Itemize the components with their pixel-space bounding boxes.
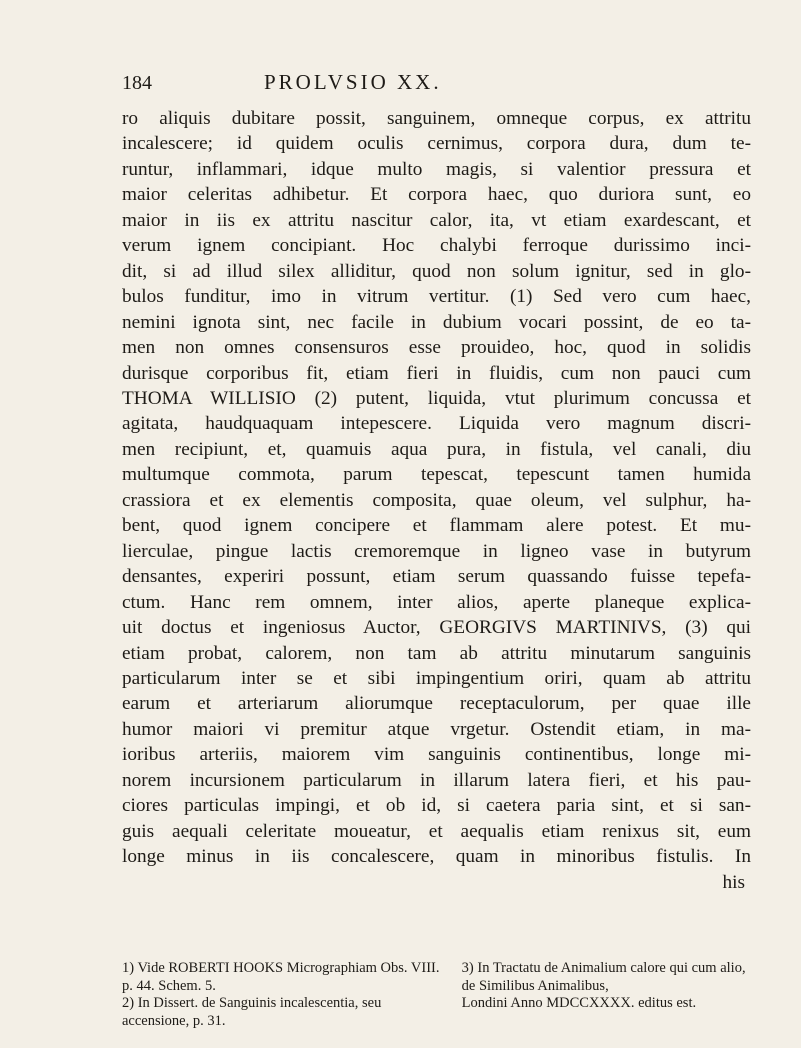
text-line: longe minus in iis concalescere, quam in minoribus fistulis. In	[122, 846, 751, 868]
text-line: maior in iis ex attritu nascitur calor, ita, vt etiam exardescant, et	[122, 209, 751, 231]
page-number: 184	[122, 72, 152, 94]
footnotes	[122, 960, 751, 1030]
footnote: 3) In Tractatu de Animalium calore qui cum alio, de Similibus Animalibus,	[461, 960, 746, 994]
text-line: earum et arteriarum aliorumque receptaculorum, per quae ille	[122, 693, 751, 715]
footnote-column-left	[122, 960, 449, 1030]
text-line: agitata, haudquaquam intepescere. Liquida vero magnum discri-	[122, 413, 751, 435]
footnote: 2) In Dissert. de Sanguinis incalescentia, seu accensione, p. 31.	[122, 995, 382, 1029]
text-line: etiam probat, calorem, non tam ab attritu minutarum sanguinis	[122, 642, 751, 664]
text-line: particularum inter se et sibi impingentium oriri, quam ab attritu	[122, 667, 751, 689]
text-line: lierculae, pingue lactis cremoremque in ligneo vase in butyrum	[122, 540, 751, 562]
text-line: guis aequali celeritate moueatur, et aequalis etiam renixus sit, eum	[122, 820, 751, 842]
text-line: durisque corporibus fit, etiam fieri in fluidis, cum non pauci cum	[122, 362, 751, 384]
text-line: bulos funditur, imo in vitrum vertitur. (1) Sed vero cum haec,	[122, 286, 751, 308]
text-line: ctum. Hanc rem omnem, inter alios, aperte planeque explica-	[122, 591, 751, 613]
text-line: humor maiori vi premitur atque vrgetur. Ostendit etiam, in ma-	[122, 718, 751, 740]
footnote: Londini Anno MDCCXXXX. editus est.	[461, 995, 697, 1011]
footnote-column-right	[462, 960, 751, 1030]
text-line: men recipiunt, et, quamuis aqua pura, in fistula, vel canali, diu	[122, 438, 751, 460]
text-line: ro aliquis dubitare possit, sanguinem, omneque corpus, ex attritu	[122, 108, 751, 129]
text-line: bent, quod ignem concipere et flammam alere potest. Et mu-	[122, 515, 751, 537]
footnote: 1) Vide ROBERTI HOOKS Micrographiam Obs. VIII. p. 44. Schem. 5.	[122, 960, 440, 994]
text-line: multumque commota, parum tepescat, tepescunt tamen humida	[122, 464, 751, 486]
text-line: uit doctus et ingeniosus Auctor, GEORGIVS MARTINIVS, (3) qui	[122, 617, 751, 639]
text-line: maior celeritas adhibetur. Et corpora haec, quo duriora sunt, eo	[122, 184, 751, 206]
running-title: PROLVSIO XX.	[264, 70, 442, 94]
text-line: incalescere; id quidem oculis cernimus, corpora dura, dum te-	[122, 133, 751, 155]
text-line: men non omnes consensuros esse prouideo, hoc, quod in solidis	[122, 337, 751, 359]
text-line: nemini ignota sint, nec facile in dubium vocari possint, de eo ta-	[122, 311, 751, 333]
text-line: norem incursionem particularum in illarum latera fieri, et his pau-	[122, 769, 751, 791]
text-line: verum ignem concipiant. Hoc chalybi ferroque durissimo inci-	[122, 235, 751, 257]
catchword: his	[722, 871, 745, 893]
text-line: ioribus arteriis, maiorem vim sanguinis continentibus, longe mi-	[122, 744, 751, 766]
running-head	[122, 64, 751, 94]
text-line: runtur, inflammari, idque multo magis, si valentior pressura et	[122, 158, 751, 180]
body-text	[122, 106, 751, 895]
text-line: densantes, experiri possunt, etiam serum quassando fuisse tepefa-	[122, 566, 751, 588]
text-line: dit, si ad illud silex alliditur, quod non solum ignitur, sed in glo-	[122, 260, 751, 282]
text-line: crassiora et ex elementis composita, quae oleum, vel sulphur, ha-	[122, 489, 751, 511]
text-line: ciores particulas impingi, et ob id, si caetera paria sint, et si san-	[122, 795, 751, 817]
text-line: THOMA WILLISIO (2) putent, liquida, vtut plurimum concussa et	[122, 387, 751, 409]
